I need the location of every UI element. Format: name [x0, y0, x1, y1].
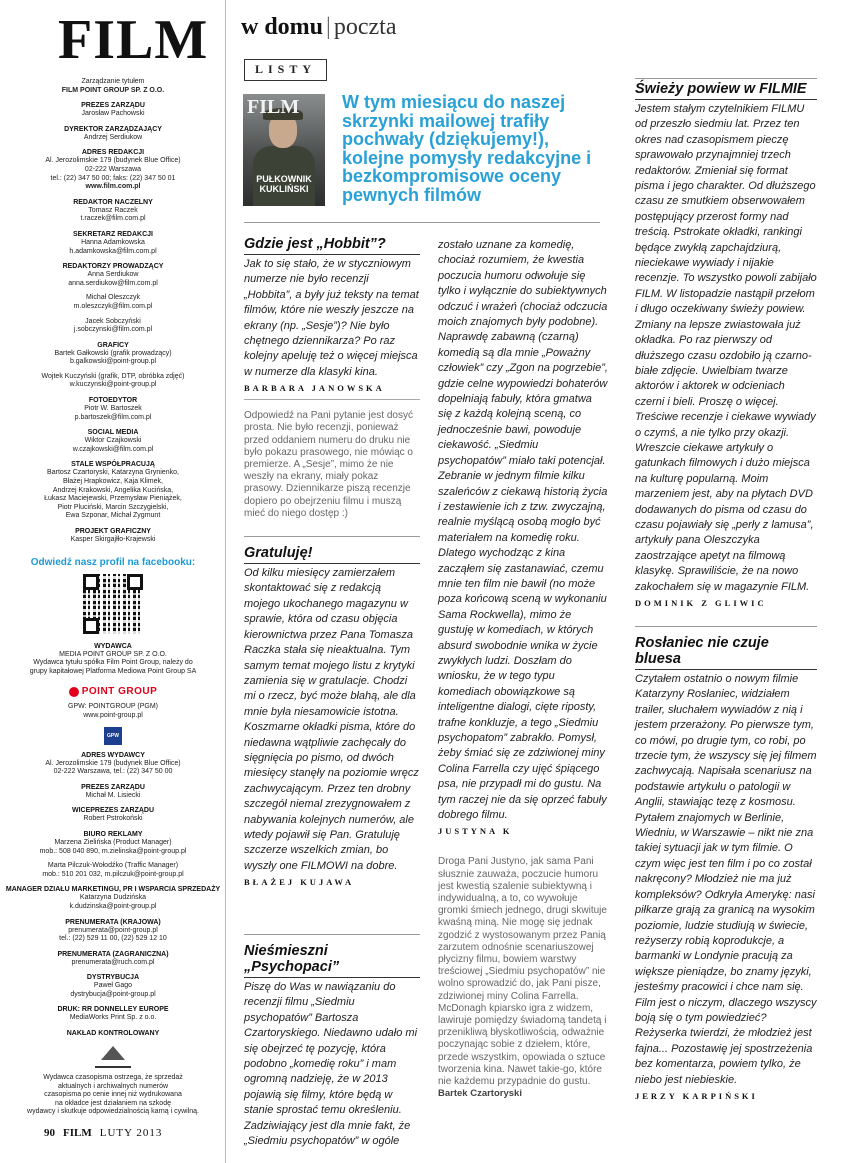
- credit-line: Marta Pilczuk-Wołodźko (Traffic Manager): [47, 862, 179, 870]
- letter-signature-psychopaci: JUSTYNA K: [438, 826, 513, 837]
- credit-line: b.galkowski@point-group.pl: [69, 358, 157, 366]
- point-group-dot-icon: [69, 687, 79, 697]
- credit-block: [0, 125, 226, 143]
- credit-block: [0, 198, 226, 224]
- credit-block: [0, 460, 226, 521]
- credit-line: j.sobczynski@film.com.pl: [73, 326, 153, 334]
- credit-line: h.adamkowska@film.com.pl: [69, 247, 157, 255]
- credit-block: [0, 78, 226, 95]
- credit-block: [0, 1005, 226, 1023]
- letter-signature-hobbit: BARBARA JANOWSKA: [244, 383, 385, 394]
- credit-line: GPW: POINTGROUP (PGM): [68, 703, 158, 711]
- credit-title: GRAFICY: [97, 341, 129, 349]
- letter-title-hobbit: Gdzie jest „Hobbit”?: [244, 236, 420, 255]
- letter-text-psychopaci-part1: Piszę do Was w nawiązaniu do recenzji filmu „Siedmiu psychopatów” Bartosza Czartoryskiego. Niedawno udało mi się obejrzeć tę pozycję, która podobno „komedię roku” i mam ogromną nadzieję, że w 2013 pojawią się filmy, które będą w stanie sprostać temu określeniu. Zadziwiający jest dla mnie fakt, że „Siedmiu psychopatów” w ogóle: [244, 981, 418, 1148]
- credit-line: prenumerata@ruch.com.pl: [71, 958, 155, 966]
- credit-line: 02-222 Warszawa, tel.: (22) 347 50 00: [53, 768, 173, 776]
- credit-title: MANAGER DZIAŁU MARKETINGU, PR I WSPARCIA SPRZEDAŻY: [5, 886, 221, 894]
- masthead-column: [0, 0, 226, 1163]
- credit-line: mob.: 508 040 890, m.zielinska@point-group.pl: [39, 847, 187, 855]
- reply-hobbit: Odpowiedź na Pani pytanie jest dosyć prosta. Nie było recenzji, ponieważ przed oddaniem numeru do druku nie było pokazu prasowego, nie mówiąc o premierze. A „Sesje”, mimo że nie weszły na ekrany, miały pokaz prasowy. Dziennikarze piszą recenzje dopiero po obejrzeniu filmu i muszą mieć do niego dostęp :): [244, 399, 420, 520]
- credit-block: [0, 806, 226, 824]
- credit-line: Błażej Hrapkowicz, Kaja Klimek,: [63, 478, 163, 486]
- credit-block: [0, 950, 226, 968]
- credit-line: w.czajkowski@film.com.pl: [72, 445, 154, 453]
- credit-block: [0, 294, 226, 311]
- credit-block: [0, 862, 226, 879]
- credit-line: FILM POINT GROUP SP. Z O.O.: [61, 86, 165, 94]
- section-label: LISTY: [244, 59, 327, 81]
- credit-title: WICEPREZES ZARZĄDU: [71, 807, 155, 815]
- credit-title: REDAKTORZY PROWADZĄCY: [62, 263, 164, 271]
- credit-title: STALE WSPÓŁPRACUJĄ: [71, 461, 155, 469]
- letter-text-roslaniec: Czytałem ostatnio o nowym filmie Katarzyny Rosłaniec, widziałem trailer, słuchałem wywiadów z nią i jestem przerażony. Po pierwsze tym, co mówi, po drugie tym, co robi, po trzecie tym, że wszyscy się jej filmem zachwycają. Napisała scenariusz na podstawie artykułu o patologii w Anglii, stawiając tezę z kosmosu. Pytałem znajomych w Berlinie, Wiedniu, w Warszawie – nikt nie zna takiej sytuacji jak w tym filmie. O czym więc jest ten film i po co został nakręcony? Młodzież nie ma już kompleksów? Odkryła Amerykę: nasi piłkarze grają za granicą na wysokim poziomie, ludzie studiują w świecie, reżyserzy robią koprodukcje, a barmanki w Londynie pracują za większe pieniądze, bo znamy języki, jesteśmy pracowici i chce nam się. Film jest o niczym, dlaczego wszyscy boją się o tym powiedzieć? Reżyserka twierdzi, że młodzież jest fajna... Pozostawię jej spostrzeżenia bez komentarza, powiem tylko, że niebo jest niebieskie.: [635, 673, 817, 1086]
- reply-signature-psychopaci: Bartek Czartoryski: [438, 1088, 522, 1100]
- credit-line: t.raczek@film.com.pl: [80, 215, 146, 223]
- credit-line: Paweł Gago: [93, 982, 133, 990]
- credit-line: na okładce jest działaniem na szkodę: [55, 1099, 171, 1107]
- credit-title: DRUK: RR DONNELLEY EUROPE: [57, 1006, 169, 1014]
- credit-title: ADRES WYDAWCY: [81, 751, 145, 759]
- credit-line: Anna Serdiukow: [87, 271, 139, 279]
- credit-line: grupy kapitałowej Platforma Mediowa Point Group SA: [29, 667, 197, 675]
- footer-issue: LUTY 2013: [99, 1127, 163, 1139]
- cover-logo: FILM: [247, 96, 300, 118]
- credit-line: Michał M. Lisiecki: [85, 791, 141, 799]
- credit-block: [0, 1029, 226, 1038]
- credit-line: Wydawca czasopisma ostrzega, że sprzedaż: [43, 1074, 183, 1082]
- letter-title-powiew: Świeży powiew w FILMIE: [635, 78, 817, 100]
- column-3: [635, 78, 817, 1101]
- credit-block: [0, 1074, 226, 1117]
- section-name: poczta: [333, 14, 397, 40]
- credits-list: [0, 78, 226, 1123]
- credit-title: WYDAWCA: [94, 642, 132, 650]
- credit-line: Michał Oleszczyk: [85, 294, 141, 302]
- credit-block: [0, 527, 226, 545]
- letter-signature-roslaniec: JERZY KARPIŃSKI: [635, 1090, 758, 1101]
- credit-line: Al. Jerozolimskie 179 (budynek Blue Office): [45, 759, 181, 767]
- credit-line: Bartek Gałkowski (grafik prowadzący): [54, 349, 172, 357]
- facebook-link[interactable]: Odwiedź nasz profil na facebooku:: [30, 556, 196, 568]
- credit-line: Tomasz Raczek: [88, 206, 138, 214]
- credit-title: PREZES ZARZĄDU: [81, 783, 145, 791]
- credit-title: DYSTRYBUCJA: [86, 974, 140, 982]
- credit-line: Bartosz Czartoryski, Katarzyna Grynienko,: [47, 469, 179, 477]
- credit-line: anna.serdiukow@film.com.pl: [68, 279, 158, 287]
- credit-title: DYREKTOR ZARZĄDZAJĄCY: [64, 125, 162, 133]
- credit-line: www.film.com.pl: [85, 183, 141, 191]
- credit-line: dystrybucja@point-group.pl: [70, 990, 156, 998]
- page-number: 90: [44, 1127, 55, 1139]
- credit-line: tel.: (22) 347 50 00; faks: (22) 347 50 01: [50, 174, 176, 182]
- credit-line: Jarosław Pachowski: [81, 110, 145, 118]
- credit-block: [0, 262, 226, 288]
- credit-line: czasopisma po cenie innej niż wydrukowana: [44, 1091, 182, 1099]
- letter-text-psychopaci-part2: zostało uznane za komedię, chociaż rozumiem, że kwestia poczucia humoru odwołuje się tylko i wyłącznie do subiektywnych odczuć i wrażeń (chociaż odczucia moich znajomych były podobne). Naprawdę zabawną (czarną) komedią są dla mnie „Poważny człowiek” czy „Zgon na pogrzebie”, gdzie celne wypowiedzi bohaterów dopełniają fabuły, która gmatwa się z każdą kolejną sceną, co jednocześnie bawi, powoduje ciekawość. „Siedmiu psychopatów” miało taki potencjał. Zebranie w jednym filmie kilku szaleńców z ciekawą historią życia i zestawienie ich z tzw. zwyczajną, realnie myślącą osobą mogło być materiałem na komedię roku. Dlatego wychodząc z kina zacząłem się zastanawiać, czemu mnie ten film nie bawił (no może poza końcową sceną w wykonaniu Sama Rockwella), mimo że gustuję w komediach, w których absurd swobodnie wnika w życie zwykłych ludzi. Doszłam do wniosku, że w tego typu komediach obowiązkowe są inteligentne dialogi, cięte riposty, trafne konkluzje, a tego „Siedmiu psychopatom” zabrakło. Pomysł, żeby śmiać się ze zdziwionej miny Colina Farrella czy ujęć śpiącego psa, nie przypadł mi do gustu. Na tym raczej nie da się oprzeć fabuły dobrego filmu.: [438, 239, 608, 822]
- qr-code-icon: [83, 574, 143, 634]
- magazine-logo: FILM: [58, 9, 209, 71]
- credit-title: PRENUMERATA (KRAJOWA): [65, 918, 161, 926]
- credit-line: MediaWorks Print Sp. z o.o.: [69, 1014, 157, 1022]
- credit-title: SOCIAL MEDIA: [87, 429, 139, 437]
- credit-line: Andrzej Serdiukow: [83, 133, 143, 141]
- credit-line: Piotr W. Bartoszek: [84, 405, 142, 413]
- credit-block: [0, 642, 226, 677]
- page-footer: [44, 1127, 162, 1139]
- credit-block: [0, 885, 226, 911]
- credit-block: [0, 751, 226, 777]
- footer-mag: FILM: [63, 1127, 92, 1139]
- credit-title: BIURO REKLAMY: [83, 830, 143, 838]
- credit-line: Marzena Zielińska (Product Manager): [54, 838, 172, 846]
- credit-line: Kasper Skirgajłło-Krajewski: [70, 536, 156, 543]
- credit-line: Al. Jerozolimskie 179 (budynek Blue Office): [45, 157, 181, 165]
- section-header: [241, 14, 396, 41]
- credit-line: MEDIA POINT GROUP SP. Z O.O.: [59, 650, 167, 658]
- lead-text: W tym miesiącu do naszej skrzynki mailowej trafiły pochwały (dziękujemy!), kolejne pomysły redakcyjne i bezkompromisowe oceny pewnych filmów: [342, 92, 592, 205]
- letter-title-psychopaci: Nieśmieszni „Psychopaci”: [244, 934, 420, 978]
- credit-block: [0, 428, 226, 454]
- credit-line: Wydawca tytułu spółka Film Point Group, należy do: [33, 659, 193, 667]
- credit-line: mob.: 510 201 032, m.pilczuk@point-group.pl: [42, 870, 184, 878]
- credit-title: REDAKTOR NACZELNY: [73, 198, 153, 206]
- divider: [244, 222, 600, 223]
- credit-block: [0, 373, 226, 390]
- zkdp-logo-icon: [95, 1044, 131, 1068]
- credit-block: [0, 703, 226, 720]
- column-1-bottom: [244, 934, 420, 1148]
- credit-line: www.point-group.pl: [83, 711, 143, 719]
- credit-block: [0, 148, 226, 191]
- letter-title-roslaniec: Rosłaniec nie czuje bluesa: [635, 626, 817, 670]
- section-separator: |: [326, 14, 331, 40]
- credit-block: [0, 101, 226, 119]
- point-group-wordmark: POINT GROUP: [81, 686, 158, 698]
- credit-block: [0, 396, 226, 422]
- credit-title: PREZES ZARZĄDU: [81, 102, 145, 110]
- letter-text-powiew: Jestem stałym czytelnikiem FILMU od przeszło siedmiu lat. Przez ten okres nad czasopismem pieczę sprawowało przynajmniej trzech redaktorów. Zmieniał się format pisma i jego charakter. Od dłuższego czasu ze smutkiem obserwowałem postępujący przerost formy nad treścią. Pstrokate okładki, rankingi będące zwykłą zapchajdziurą, nieciekawe wywiady i nijakie recenzje. To wszystko powoli zabijało FILM. W listopadzie nastąpił przełom i długo oczekiwany świeży powiew. Zmiany na lepsze zwiastowała już okładka. Po raz pierwszy od dłuższego czasu ozdobiło ją czarno-białe zdjęcie. Uwielbiam twarze aktorów i aktorek w odcieniach czerni i bieli. Proszę o więcej. Treściwe recenzje i ciekawe wywiady o czymś, a nie tylko przy okazji. Wreszcie ciekawe artykuły o gatunkach filmowych i dużo miejsca na kulturę popularną. Moim marzeniem jest, aby na płytach DVD dodawanych do pisma od czasu do czasu pojawiały się „perły z lamusa”, artykuły pana Oleszczyka zaostrzające apetyt na filmową klasykę. Sprawiliście, że na nowo zakochałem się w magazynie FILM.: [635, 103, 817, 593]
- credit-title: SEKRETARZ REDAKCJI: [73, 230, 153, 238]
- credit-line: prenumerata@point-group.pl: [68, 926, 158, 934]
- section-bold: w domu: [241, 14, 324, 40]
- credit-line: m.oleszczyk@film.com.pl: [73, 302, 153, 310]
- credit-title: NAKŁAD KONTROLOWANY: [66, 1030, 160, 1038]
- credit-line: Wojtek Kuczyński (grafik, DTP, obróbka zdjęć): [41, 372, 185, 380]
- credit-block: [0, 918, 226, 944]
- letter-title-gratuluje: Gratuluję!: [244, 536, 420, 564]
- credit-line: Hanna Adamkowska: [81, 238, 145, 246]
- credit-line: Łukasz Maciejewski, Przemysław Pieniążek,: [44, 495, 182, 503]
- credit-line: k.dudzinska@point-group.pl: [69, 902, 157, 910]
- credit-line: Jacek Sobczyński: [85, 317, 141, 325]
- credit-title: ADRES REDAKCJI: [81, 149, 145, 157]
- credit-line: wydawcy i skutkuje odpowiedzialnością karną i cywilną.: [27, 1108, 199, 1116]
- credit-title: PROJEKT GRAFICZNY: [75, 528, 151, 535]
- credit-block: [0, 830, 226, 856]
- credit-block: [0, 230, 226, 256]
- column-2: [438, 238, 608, 1099]
- credit-line: Piotr Pluciński, Marcin Szczygielski,: [57, 503, 169, 511]
- credit-block: [0, 783, 226, 801]
- credit-line: Ewa Szponar, Michał Zygmunt: [65, 512, 161, 520]
- cover-thumbnail: [243, 94, 325, 206]
- credit-title: FOTOEDYTOR: [88, 397, 138, 405]
- credit-block: [0, 973, 226, 999]
- point-group-logo: [69, 686, 158, 697]
- letter-signature-powiew: DOMINIK Z GLIWIC: [635, 598, 767, 608]
- credit-line: Robert Pstrokoński: [83, 815, 143, 823]
- credit-line: 02-222 Warszawa: [84, 165, 142, 173]
- reply-psychopaci: Droga Pani Justyno, jak sama Pani słusznie zauważa, poczucie humoru jest kwestią szalenie subiektywną i indywidualną, a to, co wywołuje gromki śmiech jednego, drugi skwituje kwaśną miną. Nie mogę się jednak zgodzić z wystosowanym przez Panią zarzutem odnośnie scenariuszowej płycizny filmu, bowiem warstwy treściowej „Siedmiu psychopatów” nie wolno sprowadzić do, jak Pani pisze, zdziwionej miny Colina Farrella. McDonagh kpiarsko igra z widzem, lawiruje pomiędzy świadomą tandetą i przenikliwą błyskotliwością, odważnie poczynając sobie z dziełem, które, przede wszystkim, opowiada o sztuce tworzenia kina. Nawet takie-go, które nie każdemu przypadnie do gustu.: [438, 856, 607, 1088]
- credit-line: Zarządzanie tytułem: [81, 78, 145, 85]
- credit-line: p.bartoszek@film.com.pl: [74, 413, 152, 421]
- credit-line: w.kuczynski@point-group.pl: [69, 381, 157, 389]
- credit-line: tel.: (22) 529 11 00, (22) 529 12 10: [59, 935, 167, 943]
- cover-title: PUŁKOWNIK KUKLIŃSKI: [256, 174, 312, 194]
- credit-line: aktualnych i archiwalnych numerów: [57, 1082, 169, 1090]
- letter-text-gratuluje: Od kilku miesięcy zamierzałem skontaktować się z redakcją mojego ukochanego magazynu w sprawie, która od czasu objęcia kierownictwa przez Pana Tomasza Raczka stała się nieaktualna. Tym samym temat mojego listu z krytyki zamienia się w gratulacje. Chodzi mi o rzecz, być może błahą, ale dla mnie była niesamowicie istotna. Koszmarne okładki pisma, które do niedawna wątpliwie zachęcały do sięgnięcia po pismo, od dwóch miesięcy stanęły na poziomie wręcz zachwycającym. Przez ten drobny szczegół niemal zrezygnowałem z nabywania kolejnych numerów, ale wtedy pojawił się Pan. Gratuluję szczerze wszelkich zmian, bo wyszły one FILMOWI na dobre.: [244, 567, 419, 872]
- letter-signature-gratuluje: BŁAŻEJ KUJAWA: [244, 877, 355, 888]
- credit-line: Andrzej Krakowski, Angelika Kucińska,: [52, 486, 174, 494]
- credit-block: [0, 318, 226, 335]
- column-1: [244, 236, 420, 905]
- credit-block: [0, 341, 226, 367]
- credit-line: Katarzyna Dudzińska: [79, 894, 147, 902]
- gpw-logo: GPW: [104, 727, 122, 745]
- credit-line: Wiktor Czajkowski: [84, 437, 142, 445]
- letter-text-hobbit: Jak to się stało, że w styczniowym numerze nie było recenzji „Hobbita”, a były już teksty na temat filmów, które nie weszły jeszcze na ekrany (np. „Sesje”)? Nie było chętnego dziennikarza? Po raz kolejny apeluję też o więcej miejsca w numerze dla klasyki kina.: [244, 258, 419, 378]
- credit-title: PRENUMERATA (ZAGRANICZNA): [57, 950, 169, 958]
